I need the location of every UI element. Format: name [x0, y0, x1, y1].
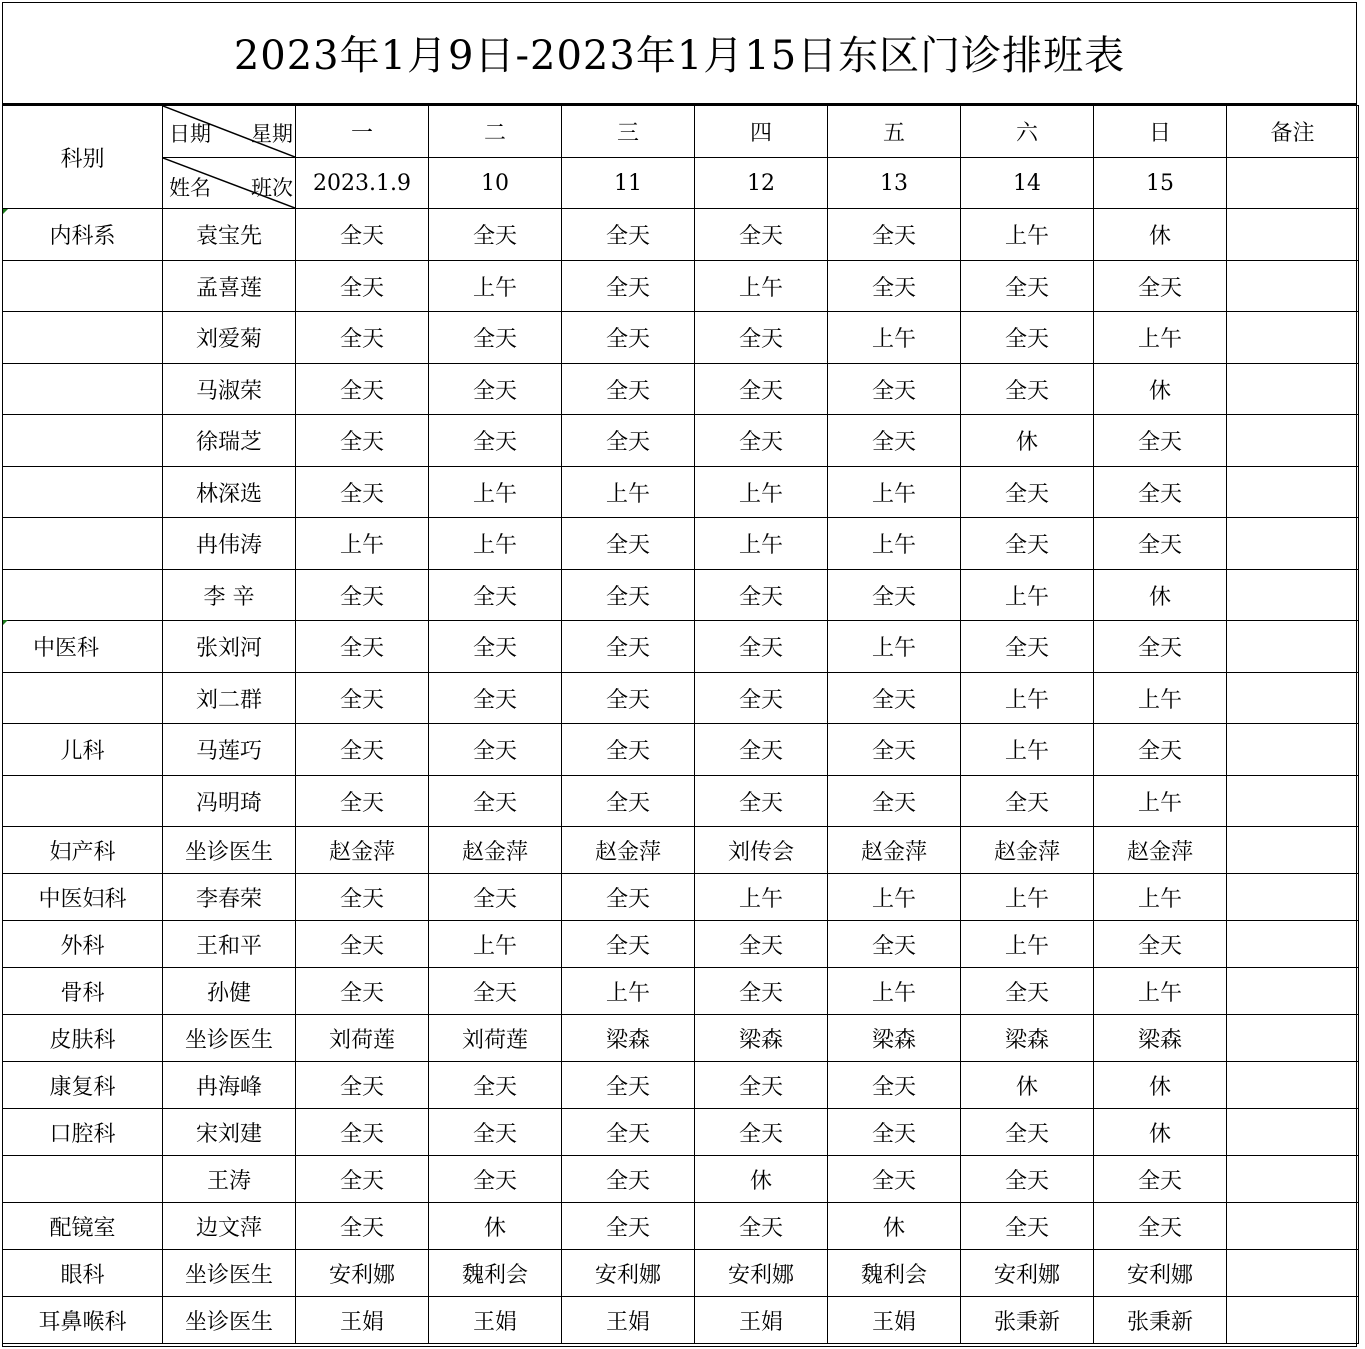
shift-cell: 全天 [296, 261, 429, 312]
date-header: 2023.1.9 [296, 158, 429, 209]
shift-cell: 休 [429, 1203, 562, 1250]
date-header: 12 [695, 158, 828, 209]
remark-cell [1227, 467, 1359, 518]
date-header: 15 [1094, 158, 1227, 209]
shift-cell: 全天 [1094, 518, 1227, 570]
dept-cell [3, 570, 163, 621]
name-cell: 王和平 [163, 921, 296, 968]
shift-cell: 全天 [1094, 921, 1227, 968]
shift-cell: 安利娜 [1094, 1250, 1227, 1297]
shift-cell: 全天 [296, 415, 429, 467]
header-row-date [3, 158, 1359, 209]
name-cell: 李 辛 [163, 570, 296, 621]
remark-cell [1227, 518, 1359, 570]
shift-cell: 全天 [828, 1156, 961, 1203]
remark-cell [1227, 1015, 1359, 1062]
shift-cell: 全天 [429, 968, 562, 1015]
shift-cell: 全天 [828, 364, 961, 415]
shift-cell: 全天 [695, 1062, 828, 1109]
dept-cell: 耳鼻喉科 [3, 1297, 163, 1344]
shift-cell: 全天 [296, 921, 429, 968]
table-row [3, 724, 1359, 776]
table-row [3, 673, 1359, 724]
diag-shift-label: 班次 [251, 176, 293, 200]
shift-cell: 全天 [296, 209, 429, 261]
table-row [3, 415, 1359, 467]
weekday-header: 四 [695, 106, 828, 158]
remark-cell [1227, 261, 1359, 312]
shift-cell: 休 [695, 1156, 828, 1203]
table-row [3, 776, 1359, 827]
remark-cell [1227, 1062, 1359, 1109]
dept-cell [3, 415, 163, 467]
weekday-header: 三 [562, 106, 695, 158]
shift-cell: 全天 [296, 1062, 429, 1109]
shift-cell: 全天 [828, 1062, 961, 1109]
shift-cell: 全天 [828, 415, 961, 467]
date-header: 14 [961, 158, 1094, 209]
table-row [3, 312, 1359, 364]
dept-cell [3, 467, 163, 518]
shift-cell: 全天 [695, 776, 828, 827]
shift-cell: 魏利会 [828, 1250, 961, 1297]
table-row [3, 261, 1359, 312]
name-cell: 徐瑞芝 [163, 415, 296, 467]
shift-cell: 全天 [1094, 1156, 1227, 1203]
shift-cell: 张秉新 [961, 1297, 1094, 1344]
shift-cell: 休 [1094, 570, 1227, 621]
shift-cell: 全天 [429, 776, 562, 827]
shift-cell: 全天 [296, 874, 429, 921]
shift-cell: 全天 [695, 1109, 828, 1156]
remark-cell [1227, 1250, 1359, 1297]
remark-cell [1227, 827, 1359, 874]
name-cell: 坐诊医生 [163, 1250, 296, 1297]
name-cell: 王涛 [163, 1156, 296, 1203]
shift-cell: 赵金萍 [296, 827, 429, 874]
shift-cell: 全天 [429, 1156, 562, 1203]
shift-cell: 上午 [562, 968, 695, 1015]
shift-cell: 上午 [828, 467, 961, 518]
name-cell: 孟喜莲 [163, 261, 296, 312]
diag-header-bottom [163, 158, 296, 209]
shift-cell: 全天 [562, 209, 695, 261]
remark-cell [1227, 621, 1359, 673]
cell-marker [3, 209, 8, 214]
shift-cell: 全天 [296, 724, 429, 776]
table-row [3, 467, 1359, 518]
shift-cell: 刘传会 [695, 827, 828, 874]
remark-header: 备注 [1227, 106, 1359, 158]
shift-cell: 全天 [828, 1109, 961, 1156]
shift-cell: 上午 [1094, 968, 1227, 1015]
shift-cell: 全天 [961, 1203, 1094, 1250]
shift-cell: 上午 [961, 570, 1094, 621]
shift-cell: 上午 [961, 724, 1094, 776]
name-cell: 林深选 [163, 467, 296, 518]
shift-cell: 梁森 [961, 1015, 1094, 1062]
shift-cell: 全天 [828, 209, 961, 261]
shift-cell: 上午 [1094, 673, 1227, 724]
shift-cell: 休 [1094, 209, 1227, 261]
shift-cell: 全天 [1094, 724, 1227, 776]
shift-cell: 全天 [828, 921, 961, 968]
shift-cell: 全天 [828, 673, 961, 724]
remark-cell [1227, 415, 1359, 467]
shift-cell: 全天 [695, 724, 828, 776]
shift-cell: 王娟 [562, 1297, 695, 1344]
dept-cell: 口腔科 [3, 1109, 163, 1156]
remark-cell [1227, 209, 1359, 261]
remark-cell [1227, 874, 1359, 921]
shift-cell: 休 [1094, 1109, 1227, 1156]
dept-cell: 中医科 [3, 621, 163, 673]
shift-cell: 全天 [695, 364, 828, 415]
dept-cell: 眼科 [3, 1250, 163, 1297]
dept-cell: 儿科 [3, 724, 163, 776]
shift-cell: 全天 [562, 570, 695, 621]
table-row [3, 364, 1359, 415]
dept-header: 科别 [3, 106, 163, 209]
dept-cell [3, 312, 163, 364]
shift-cell: 上午 [828, 621, 961, 673]
weekday-header: 五 [828, 106, 961, 158]
name-cell: 刘爱菊 [163, 312, 296, 364]
shift-cell: 王娟 [296, 1297, 429, 1344]
shift-cell: 安利娜 [296, 1250, 429, 1297]
table-row [3, 1109, 1359, 1156]
shift-cell: 全天 [695, 673, 828, 724]
table-row [3, 209, 1359, 261]
diag-header-top [163, 106, 296, 158]
shift-cell: 全天 [562, 415, 695, 467]
date-header: 11 [562, 158, 695, 209]
shift-cell: 全天 [296, 1109, 429, 1156]
shift-cell: 上午 [828, 518, 961, 570]
shift-cell: 全天 [562, 776, 695, 827]
shift-cell: 全天 [961, 968, 1094, 1015]
weekday-header: 日 [1094, 106, 1227, 158]
shift-cell: 全天 [961, 621, 1094, 673]
shift-cell: 全天 [695, 1203, 828, 1250]
table-row [3, 1062, 1359, 1109]
shift-cell: 赵金萍 [429, 827, 562, 874]
table-row [3, 827, 1359, 874]
shift-cell: 上午 [828, 874, 961, 921]
shift-cell: 全天 [961, 467, 1094, 518]
shift-cell: 全天 [296, 467, 429, 518]
shift-cell: 上午 [429, 261, 562, 312]
header-row-weekday [3, 106, 1359, 158]
shift-cell: 全天 [562, 1203, 695, 1250]
name-cell: 宋刘建 [163, 1109, 296, 1156]
name-cell: 刘二群 [163, 673, 296, 724]
table-row [3, 921, 1359, 968]
name-cell: 冉海峰 [163, 1062, 296, 1109]
weekday-header: 六 [961, 106, 1094, 158]
remark-header-blank [1227, 158, 1359, 209]
shift-cell: 全天 [562, 621, 695, 673]
shift-cell: 全天 [562, 874, 695, 921]
remark-cell [1227, 724, 1359, 776]
shift-cell: 全天 [562, 921, 695, 968]
shift-cell: 全天 [828, 261, 961, 312]
remark-cell [1227, 1156, 1359, 1203]
shift-cell: 全天 [562, 364, 695, 415]
shift-cell: 全天 [828, 724, 961, 776]
name-cell: 马淑荣 [163, 364, 296, 415]
dept-cell: 中医妇科 [3, 874, 163, 921]
shift-cell: 休 [1094, 1062, 1227, 1109]
dept-cell [3, 776, 163, 827]
remark-cell [1227, 312, 1359, 364]
shift-cell: 安利娜 [695, 1250, 828, 1297]
shift-cell: 全天 [961, 1156, 1094, 1203]
shift-cell: 全天 [1094, 415, 1227, 467]
table-row [3, 874, 1359, 921]
shift-cell: 全天 [429, 570, 562, 621]
shift-cell: 上午 [961, 673, 1094, 724]
shift-cell: 全天 [562, 312, 695, 364]
remark-cell [1227, 673, 1359, 724]
shift-cell: 上午 [695, 874, 828, 921]
shift-cell: 全天 [695, 415, 828, 467]
shift-cell: 全天 [562, 261, 695, 312]
dept-cell: 内科系 [3, 209, 163, 261]
name-cell: 李春荣 [163, 874, 296, 921]
shift-cell: 休 [961, 1062, 1094, 1109]
shift-cell: 全天 [296, 570, 429, 621]
shift-cell: 全天 [1094, 467, 1227, 518]
dept-cell: 皮肤科 [3, 1015, 163, 1062]
shift-cell: 全天 [828, 570, 961, 621]
shift-cell: 上午 [695, 518, 828, 570]
table-row [3, 1156, 1359, 1203]
dept-cell [3, 364, 163, 415]
shift-cell: 全天 [961, 776, 1094, 827]
shift-cell: 赵金萍 [828, 827, 961, 874]
diag-name-label: 姓名 [169, 176, 211, 200]
shift-cell: 全天 [429, 1109, 562, 1156]
shift-cell: 上午 [429, 518, 562, 570]
shift-cell: 全天 [296, 621, 429, 673]
shift-cell: 全天 [429, 874, 562, 921]
shift-cell: 上午 [961, 874, 1094, 921]
diag-date-label: 日期 [169, 122, 211, 146]
shift-cell: 全天 [296, 1203, 429, 1250]
shift-cell: 刘荷莲 [296, 1015, 429, 1062]
shift-cell: 王娟 [828, 1297, 961, 1344]
weekday-header: 一 [296, 106, 429, 158]
shift-cell: 全天 [296, 776, 429, 827]
shift-cell: 全天 [429, 621, 562, 673]
shift-cell: 全天 [296, 312, 429, 364]
name-cell: 坐诊医生 [163, 1297, 296, 1344]
shift-cell: 全天 [296, 673, 429, 724]
shift-cell: 上午 [961, 209, 1094, 261]
shift-cell: 全天 [562, 1109, 695, 1156]
shift-cell: 梁森 [562, 1015, 695, 1062]
shift-cell: 全天 [429, 312, 562, 364]
name-cell: 边文萍 [163, 1203, 296, 1250]
shift-cell: 上午 [1094, 874, 1227, 921]
shift-cell: 上午 [429, 921, 562, 968]
name-cell: 冯明琦 [163, 776, 296, 827]
shift-cell: 王娟 [429, 1297, 562, 1344]
shift-cell: 魏利会 [429, 1250, 562, 1297]
shift-cell: 全天 [1094, 261, 1227, 312]
dept-cell: 外科 [3, 921, 163, 968]
remark-cell [1227, 776, 1359, 827]
shift-cell: 全天 [828, 776, 961, 827]
cell-marker [3, 620, 8, 625]
shift-cell: 全天 [429, 209, 562, 261]
shift-cell: 全天 [562, 1156, 695, 1203]
name-cell: 坐诊医生 [163, 827, 296, 874]
shift-cell: 全天 [1094, 1203, 1227, 1250]
remark-cell [1227, 364, 1359, 415]
table-row [3, 621, 1359, 673]
shift-cell: 全天 [961, 364, 1094, 415]
shift-cell: 全天 [296, 364, 429, 415]
shift-cell: 全天 [961, 1109, 1094, 1156]
shift-cell: 刘荷莲 [429, 1015, 562, 1062]
shift-cell: 赵金萍 [961, 827, 1094, 874]
shift-cell: 全天 [961, 312, 1094, 364]
shift-cell: 全天 [429, 724, 562, 776]
name-cell: 孙健 [163, 968, 296, 1015]
shift-cell: 上午 [828, 312, 961, 364]
schedule-table [2, 105, 1359, 1344]
date-header: 10 [429, 158, 562, 209]
table-row [3, 968, 1359, 1015]
shift-cell: 全天 [695, 312, 828, 364]
table-row [3, 518, 1359, 570]
shift-cell: 上午 [562, 467, 695, 518]
shift-cell: 全天 [695, 621, 828, 673]
shift-cell: 全天 [429, 673, 562, 724]
shift-cell: 全天 [961, 518, 1094, 570]
shift-cell: 休 [961, 415, 1094, 467]
shift-cell: 全天 [562, 673, 695, 724]
shift-cell: 梁森 [828, 1015, 961, 1062]
shift-cell: 上午 [429, 467, 562, 518]
shift-cell: 全天 [1094, 621, 1227, 673]
remark-cell [1227, 921, 1359, 968]
shift-cell: 上午 [1094, 312, 1227, 364]
shift-cell: 张秉新 [1094, 1297, 1227, 1344]
name-cell: 马莲巧 [163, 724, 296, 776]
shift-cell: 全天 [695, 968, 828, 1015]
remark-cell [1227, 1203, 1359, 1250]
shift-cell: 上午 [961, 921, 1094, 968]
table-row [3, 1250, 1359, 1297]
name-cell: 张刘河 [163, 621, 296, 673]
shift-cell: 全天 [562, 518, 695, 570]
remark-cell [1227, 570, 1359, 621]
shift-cell: 赵金萍 [562, 827, 695, 874]
shift-cell: 休 [1094, 364, 1227, 415]
shift-cell: 上午 [695, 261, 828, 312]
dept-cell: 配镜室 [3, 1203, 163, 1250]
name-cell: 袁宝先 [163, 209, 296, 261]
table-row [3, 1203, 1359, 1250]
shift-cell: 全天 [961, 261, 1094, 312]
shift-cell: 安利娜 [562, 1250, 695, 1297]
date-header: 13 [828, 158, 961, 209]
weekday-header: 二 [429, 106, 562, 158]
name-cell: 坐诊医生 [163, 1015, 296, 1062]
shift-cell: 上午 [296, 518, 429, 570]
dept-cell [3, 518, 163, 570]
shift-cell: 上午 [828, 968, 961, 1015]
shift-cell: 上午 [695, 467, 828, 518]
shift-cell: 梁森 [695, 1015, 828, 1062]
shift-cell: 全天 [562, 724, 695, 776]
remark-cell [1227, 968, 1359, 1015]
shift-cell: 全天 [695, 921, 828, 968]
shift-cell: 全天 [429, 1062, 562, 1109]
diag-weekday-label: 星期 [251, 122, 293, 146]
shift-cell: 赵金萍 [1094, 827, 1227, 874]
shift-cell: 梁森 [1094, 1015, 1227, 1062]
shift-cell: 全天 [695, 570, 828, 621]
shift-cell: 休 [828, 1203, 961, 1250]
remark-cell [1227, 1109, 1359, 1156]
shift-cell: 全天 [296, 968, 429, 1015]
table-row [3, 1297, 1359, 1344]
dept-cell: 妇产科 [3, 827, 163, 874]
name-cell: 冉伟涛 [163, 518, 296, 570]
dept-cell [3, 673, 163, 724]
shift-cell: 上午 [1094, 776, 1227, 827]
shift-cell: 全天 [296, 1156, 429, 1203]
page-title: 2023年1月9日-2023年1月15日东区门诊排班表 [2, 2, 1357, 105]
shift-cell: 全天 [429, 415, 562, 467]
shift-cell: 全天 [695, 209, 828, 261]
dept-cell: 康复科 [3, 1062, 163, 1109]
dept-cell [3, 261, 163, 312]
dept-cell: 骨科 [3, 968, 163, 1015]
table-row [3, 1015, 1359, 1062]
remark-cell [1227, 1297, 1359, 1344]
dept-cell [3, 1156, 163, 1203]
shift-cell: 全天 [429, 364, 562, 415]
shift-cell: 全天 [562, 1062, 695, 1109]
shift-cell: 安利娜 [961, 1250, 1094, 1297]
table-row [3, 570, 1359, 621]
shift-cell: 王娟 [695, 1297, 828, 1344]
